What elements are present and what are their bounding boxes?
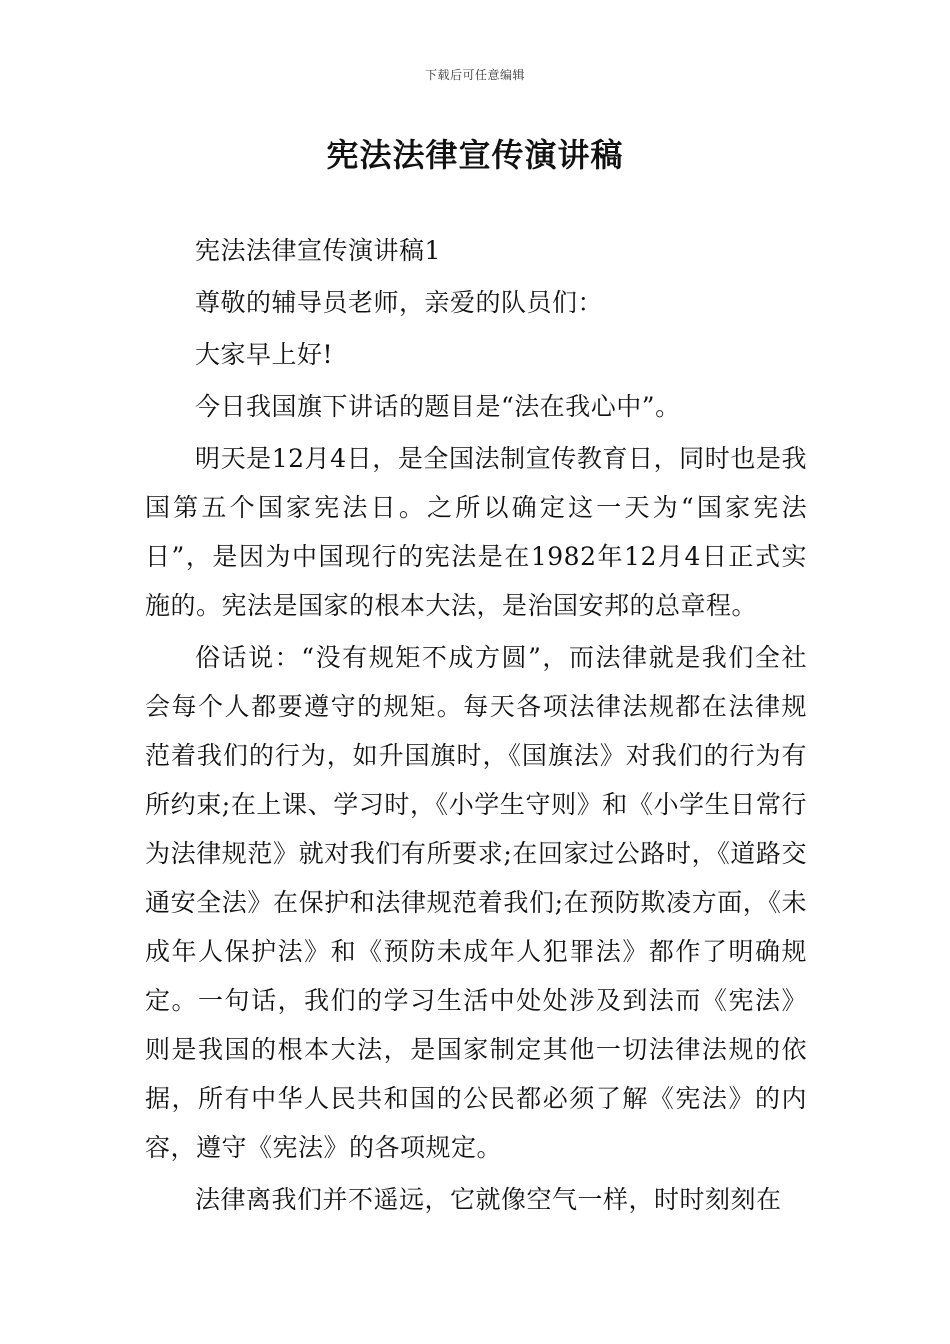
header-note: 下载后可任意编辑	[424, 68, 525, 82]
paragraph-greeting: 尊敬的辅导员老师，亲爱的队员们：	[195, 288, 604, 317]
paragraph-subtitle: 宪法法律宣传演讲稿1	[195, 236, 441, 265]
paragraph-topic: 今日我国旗下讲话的题目是“法在我心中”。	[195, 392, 681, 421]
paragraph-good-morning: 大家早上好!	[195, 340, 334, 369]
document-title: 宪法法律宣传演讲稿	[326, 136, 624, 174]
document-body	[145, 226, 807, 1227]
paragraph-law-near: 法律离我们并不遥远，它就像空气一样，时时刻刻在	[195, 1185, 782, 1214]
paragraph-rules: 俗话说：“没有规矩不成方圆”，而法律就是我们全社会每个人都要遵守的规矩。每天各项法律法规都在法律规范着我们的行为，如升国旗时，《国旗法》对我们的行为有所约束;在上课、学习时，《小学生守则》和《小学生日常行为法律规范》就对我们有所要求;在回家过公路时，《道路交通安全法》在保护和法律规范着我们;在预防欺凌方面，《未成年人保护法》和《预防未成年人犯罪法》都作了明确规定。一句话，我们的学习生活中处处涉及到法而《宪法》则是我国的根本大法，是国家制定其他一切法律法规的依据，所有中华人民共和国的公民都必须了解《宪法》的内容，遵守《宪法》的各项规定。	[145, 643, 807, 1162]
paragraph-constitution-day: 明天是12月4日，是全国法制宣传教育日，同时也是我国第五个国家宪法日。之所以确定这一天为“国家宪法日”，是因为中国现行的宪法是在1982年12月4日正式实施的。宪法是国家的根本大法，是治国安邦的总章程。	[145, 444, 807, 620]
